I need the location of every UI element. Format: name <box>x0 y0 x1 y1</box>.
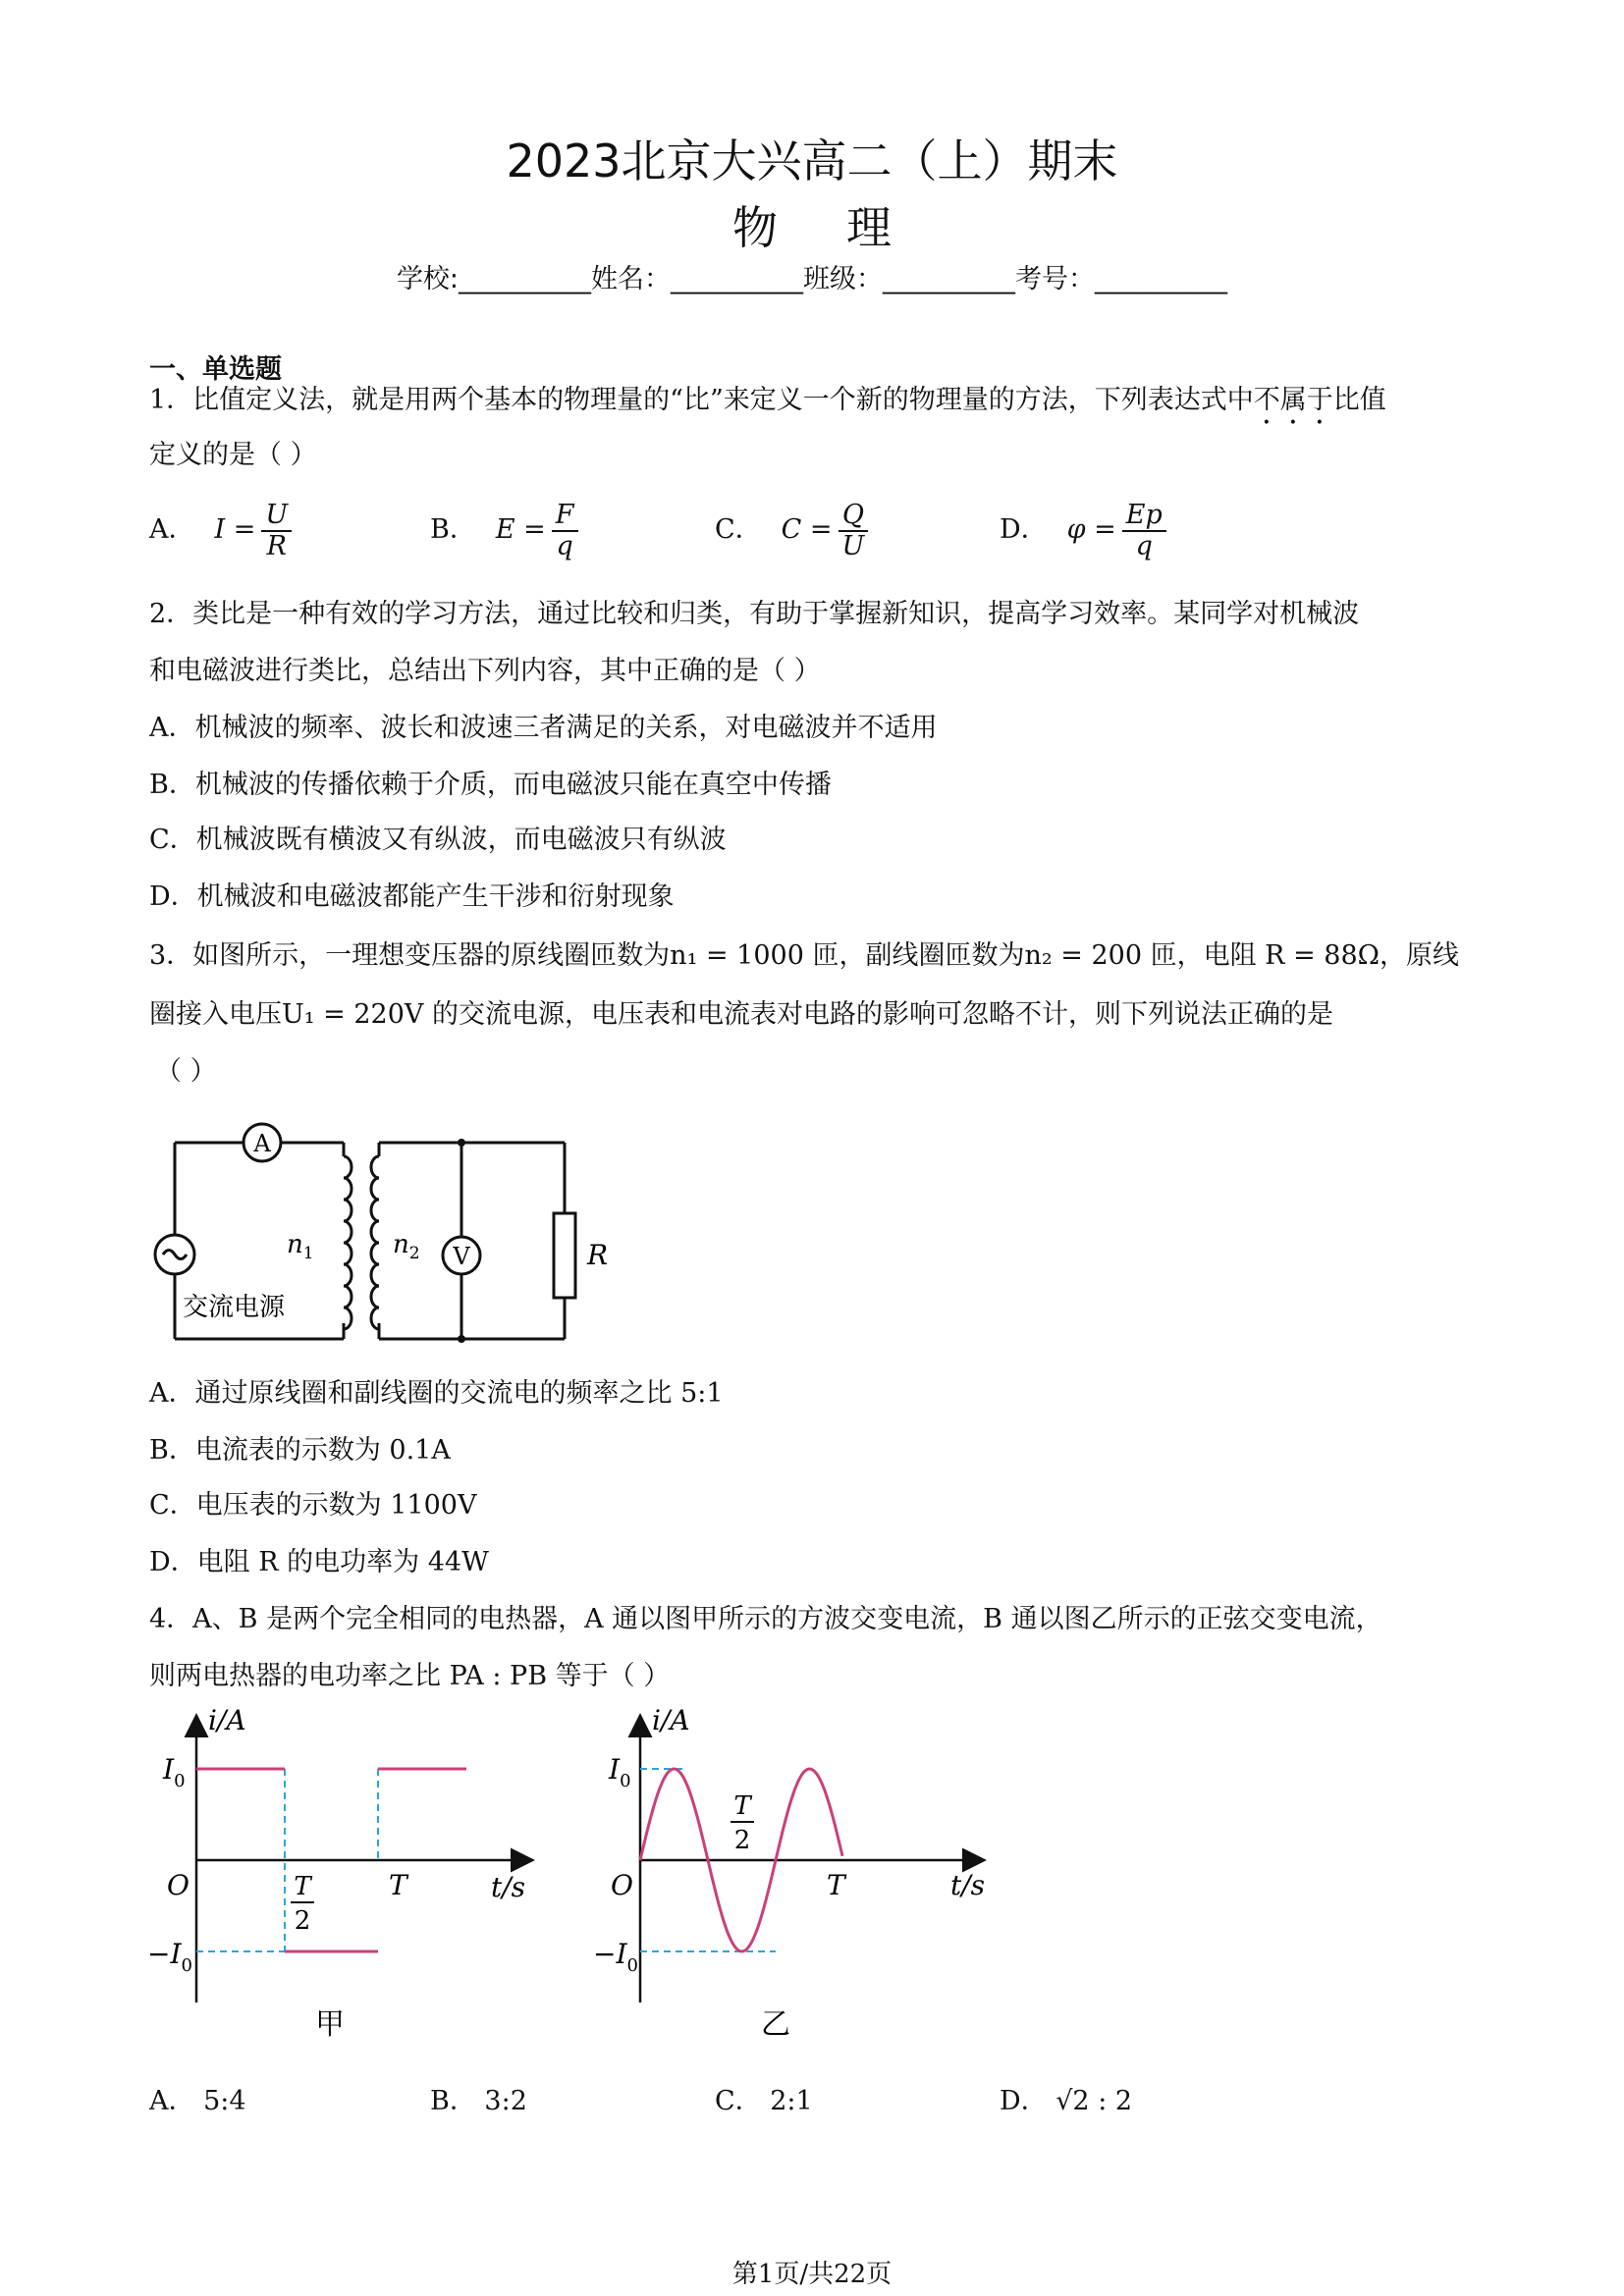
q1-line1: 1．比值定义法，就是用两个基本的物理量的“比”来定义一个新的物理量的方法，下列表达式中不属于比值 <box>149 385 1386 415</box>
q3-option-b: B．电流表的示数为 0.1A <box>149 1435 451 1466</box>
q2-option-a: A．机械波的频率、波长和波速三者满足的关系，对电磁波并不适用 <box>149 713 938 743</box>
period-label: T <box>389 1869 407 1901</box>
q3-line1: 3．如图所示，一理想变压器的原线圈匝数为n₁ = 1000 匝，副线圈匝数为n₂ = 200 匝，电阻 R = 88Ω，原线 <box>149 940 1460 971</box>
q1-line2: 定义的是（ ） <box>149 440 317 470</box>
neg-i0-label: $-I_0$ <box>147 1938 192 1976</box>
q2-option-b: B．机械波的传播依赖于介质，而电磁波只能在真空中传播 <box>149 770 832 800</box>
period-label: T <box>827 1869 845 1901</box>
n2-label: $n_2$ <box>393 1230 420 1263</box>
q4-option-b: B． 3:2 <box>430 2086 527 2116</box>
half-period-numerator: T <box>294 1872 311 1901</box>
origin-label: O <box>611 1869 633 1901</box>
q2-option-d: D．机械波和电磁波都能产生干涉和衍射现象 <box>149 881 675 912</box>
q3-line2: 圈接入电压U₁ = 220V 的交流电源，电压表和电流表对电路的影响可忽略不计，则下列说法正确的是 <box>149 999 1333 1030</box>
xlabel: t/s <box>491 1871 526 1903</box>
ylabel: i/A <box>652 1704 690 1736</box>
q4-option-c: C． 2:1 <box>715 2086 813 2116</box>
i0-label: $I_0$ <box>609 1753 631 1791</box>
transformer-circuit-diagram <box>147 1129 609 1355</box>
xlabel: t/s <box>950 1869 986 1901</box>
section-heading: 一、单选题 <box>149 354 282 385</box>
q2-line2: 和电磁波进行类比，总结出下列内容，其中正确的是（ ） <box>149 656 821 686</box>
sine-wave-graph <box>593 1698 1011 2042</box>
q3-option-a: A．通过原线圈和副线圈的交流电的频率之比 5:1 <box>149 1378 724 1409</box>
origin-label: O <box>167 1869 189 1901</box>
source-label: 交流电源 <box>183 1293 286 1322</box>
ylabel: i/A <box>208 1704 246 1736</box>
q4-line1: 4．A、B 是两个完全相同的电热器，A 通以图甲所示的方波交变电流，B 通以图乙所示的正弦交变电流， <box>149 1604 1382 1634</box>
page-footer: 第1页/共22页 <box>731 2260 893 2289</box>
q1-option-a: A． I = $\frac{U}{R}$ <box>149 501 292 561</box>
q4-option-d: D． √2 : 2 <box>1000 2086 1133 2116</box>
student-info-line: 学校:__________姓名：__________班级：__________考号：__________ <box>396 264 1228 294</box>
subject-title: 物理 <box>732 201 960 254</box>
square-wave-graph <box>147 1698 560 2042</box>
q3-option-d: D．电阻 R 的电功率为 44W <box>149 1547 489 1577</box>
q1-option-c: C． C = $\frac{Q}{U}$ <box>715 501 868 561</box>
q1-emphasis: 不属于 <box>1253 385 1333 415</box>
q4-option-a: A． 5:4 <box>149 2086 246 2116</box>
q1-option-b: B． E = $\frac{F}{q}$ <box>430 501 578 561</box>
voltmeter-label: V <box>453 1243 470 1270</box>
q3-line3: （ ） <box>155 1056 217 1087</box>
q1-option-d: D． φ = $\frac{Ep}{q}$ <box>1000 501 1166 561</box>
neg-i0-label: $-I_0$ <box>593 1938 638 1976</box>
q4-line2: 则两电热器的电功率之比 PA : PB 等于（ ） <box>149 1661 671 1691</box>
graph-caption-yi: 乙 <box>761 2007 790 2042</box>
graph-caption-jia: 甲 <box>315 2007 345 2042</box>
half-period-numerator: T <box>733 1791 751 1821</box>
resistor-label: R <box>587 1239 609 1271</box>
page-title: 2023北京大兴高二（上）期末 <box>506 134 1118 187</box>
half-period-denominator: 2 <box>733 1826 751 1855</box>
i0-label: $I_0$ <box>163 1753 186 1791</box>
q2-line1: 2．类比是一种有效的学习方法，通过比较和归类，有助于掌握新知识，提高学习效率。某同学对机械波 <box>149 599 1360 629</box>
n1-label: $n_1$ <box>287 1230 314 1263</box>
q3-option-c: C．电压表的示数为 1100V <box>149 1490 477 1521</box>
ammeter-label: A <box>253 1130 271 1157</box>
half-period-denominator: 2 <box>294 1906 311 1936</box>
q2-option-c: C．机械波既有横波又有纵波，而电磁波只有纵波 <box>149 825 727 855</box>
